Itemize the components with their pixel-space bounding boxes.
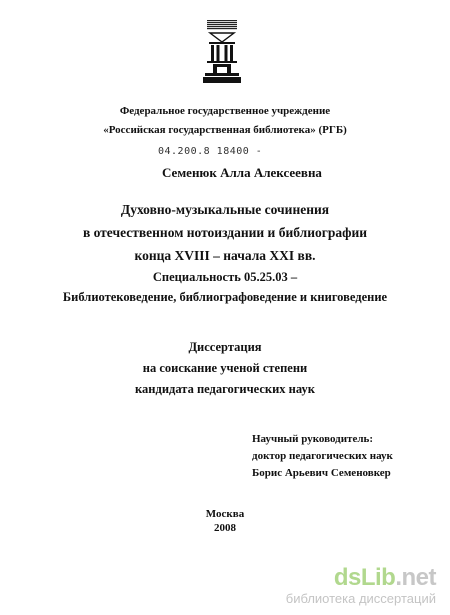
thesis-type: Диссертация: [188, 340, 262, 354]
institution-line-2: «Российская государственная библиотека» (РГБ): [103, 124, 347, 136]
advisor-label: Научный руководитель:: [252, 433, 373, 445]
advisor-degree: доктор педагогических наук: [252, 450, 393, 462]
publication-year: 2008: [214, 522, 236, 534]
rgb-library-logo-icon: [203, 18, 241, 86]
advisor-name: Борис Арьевич Семеновкер: [252, 467, 391, 479]
publication-city: Москва: [205, 508, 245, 520]
title-line-3: конца XVIII – начала XXI вв.: [134, 248, 316, 263]
watermark-brand: [286, 566, 436, 590]
title-line-1: Духовно-музыкальные сочинения: [120, 202, 330, 217]
title-line-2: в отечественном нотоиздании и библиографии: [82, 225, 368, 240]
watermark-tagline: библиотека диссертаций: [285, 591, 436, 606]
institution-line-1: Федеральное государственное учреждение: [119, 105, 331, 117]
specialty-code: Специальность 05.25.03 –: [152, 270, 298, 284]
specialty-name: Библиотековедение, библиографоведение и книговедение: [62, 290, 388, 304]
watermark-brand-name: dsLib: [333, 564, 396, 591]
watermark-brand-domain: .net: [395, 564, 436, 591]
thesis-field-line: кандидата педагогических наук: [135, 382, 315, 396]
catalog-number-stamp: 04.200.8 18400 -: [158, 146, 263, 157]
dslib-watermark: [286, 566, 436, 607]
author-name: Семенюк Алла Алексеевна: [162, 165, 322, 180]
thesis-degree-line: на соискание ученой степени: [142, 361, 308, 375]
